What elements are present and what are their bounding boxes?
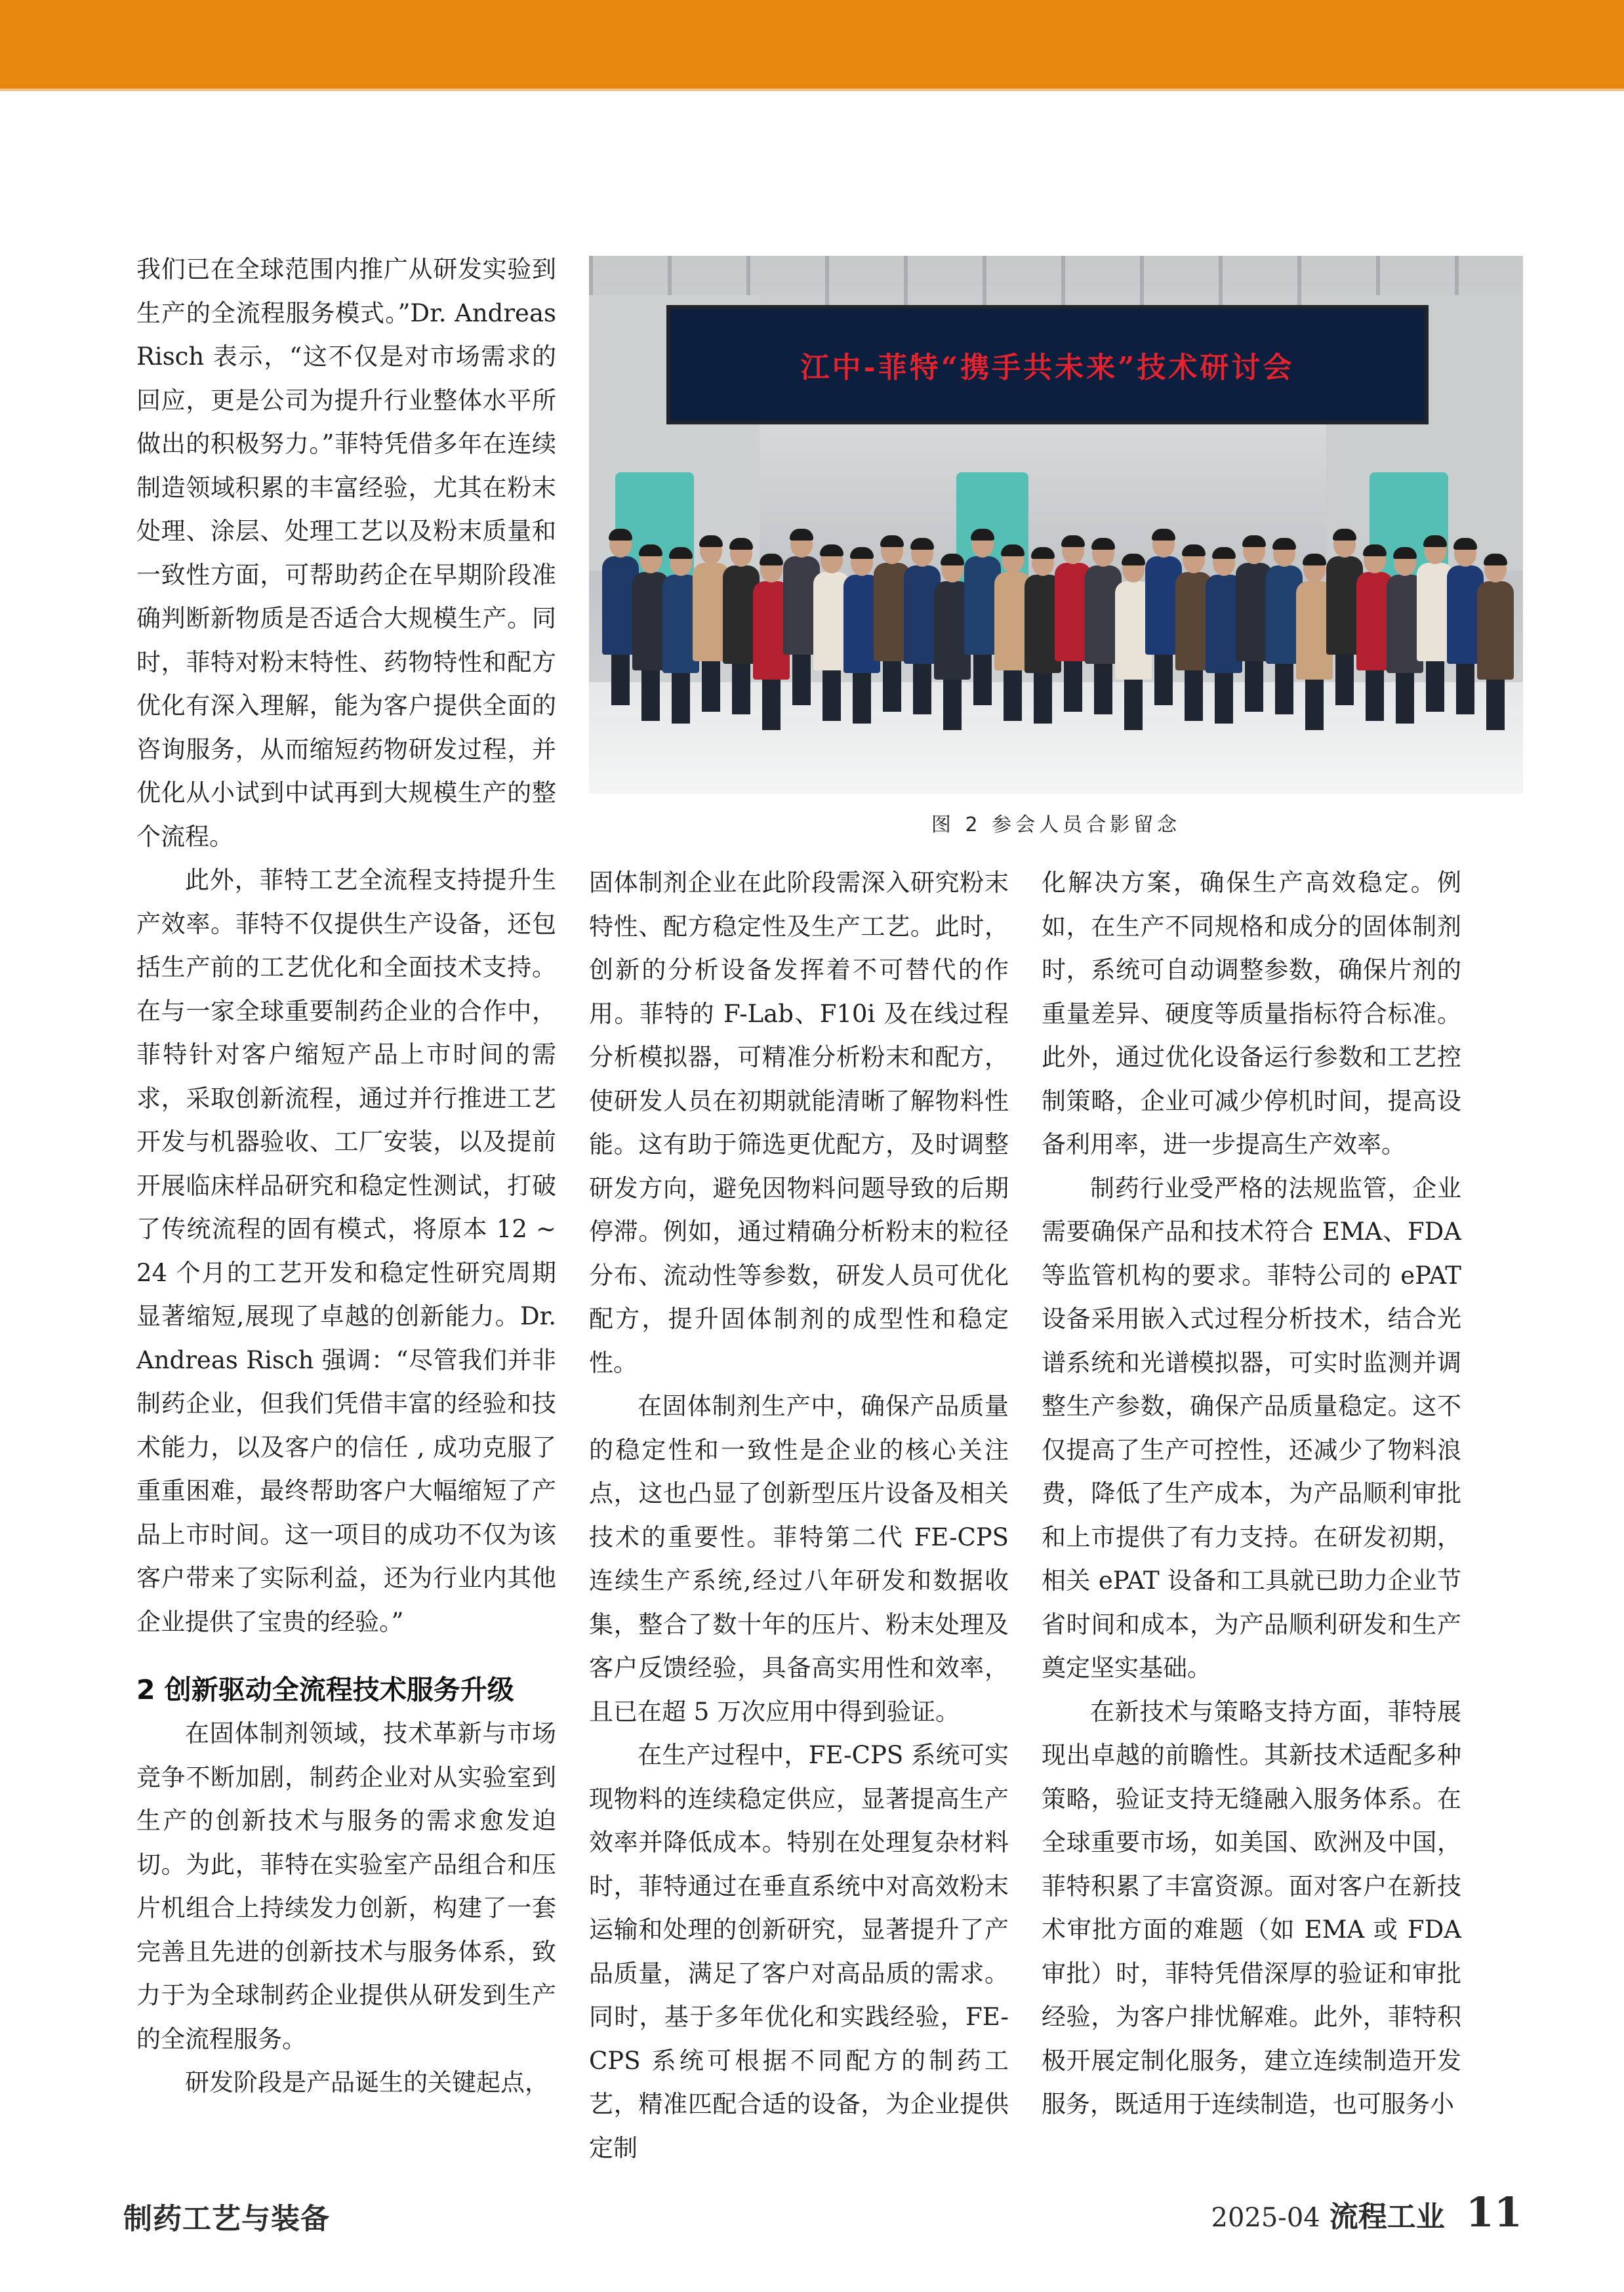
footer-issue: 2025-04: [1211, 2203, 1320, 2233]
footer-issue-info: [1211, 2188, 1523, 2236]
paragraph: 在生产过程中，FE-CPS 系统可实现物料的连续稳定供应，显著提高生产效率并降低成本。特别在处理复杂材料时，菲特通过在垂直系统中对高效粉末运输和处理的创新研究，显著提升了产品质量，满足了客户对高品质的需求。同时，基于多年优化和实践经验，FE-CPS 系统可根据不同配方的制药工艺，精准匹配合适的设备，为企业提供定制: [589, 1741, 1009, 2162]
led-screen-text: 江中-菲特“携手共未来”技术研讨会: [800, 351, 1295, 384]
led-screen: [666, 305, 1429, 424]
article-column-1: [136, 248, 556, 2105]
footer-journal-name: 流程工业: [1329, 2200, 1445, 2234]
paragraph: 固体制剂企业在此阶段需深入研究粉末特性、配方稳定性及生产工艺。此时，创新的分析设备发挥着不可替代的作用。菲特的 F-Lab、F10i 及在线过程分析模拟器，可精准分析粉末和配方，使研发人员在初期就能清晰了解物料性能。这有助于筛选更优配方，及时调整研发方向，避免因物料问题导致的后期停滞。例如，通过精确分析粉末的粒径分布、流动性等参数，研发人员可优化配方，提升固体制剂的成型性和稳定性。: [589, 869, 1009, 1377]
header-bar: [0, 0, 1624, 89]
article-column-3: [1042, 861, 1461, 2127]
paragraph: 化解决方案，确保生产高效稳定。例如，在生产不同规格和成分的固体制剂时，系统可自动调整参数，确保片剂的重量差异、硬度等质量指标符合标准。此外，通过优化设备运行参数和工艺控制策略，企业可减少停机时间，提高设备利用率，进一步提高生产效率。: [1042, 869, 1461, 1158]
section-heading: 2 创新驱动全流程技术服务升级: [136, 1674, 514, 1706]
photo-person: [1477, 556, 1514, 733]
paragraph: 此外，菲特工艺全流程支持提升生产效率。菲特不仅提供生产设备，还包括生产前的工艺优化和全面技术支持。在与一家全球重要制药企业的合作中，菲特针对客户缩短产品上市时间的需求，采取创新流程，通过并行推进工艺开发与机器验收、工厂安装，以及提前开展临床样品研究和稳定性测试，打破了传统流程的固有模式，将原本 12 ~ 24 个月的工艺开发和稳定性研究周期显著缩短,展现了卓越的创新能力。Dr. Andreas Risch 强调：“尽管我们并非制药企业，但我们凭借丰富的经验和技术能力，以及客户的信任 , 成功克服了重重困难，最终帮助客户大幅缩短了产品上市时间。这一项目的成功不仅为该客户带来了实际利益，还为行业内其他企业提供了宝贵的经验。”: [136, 866, 556, 1636]
paragraph: 研发阶段是产品诞生的关键起点，: [185, 2068, 549, 2097]
paragraph: 在固体制剂领域，技术革新与市场竞争不断加剧，制药企业对从实验室到生产的创新技术与服务的需求愈发迫切。为此，菲特在实验室产品组合和压片机组合上持续发力创新，构建了一套完善且先进的创新技术与服务体系，致力于为全球制药企业提供从研发到生产的全流程服务。: [136, 1719, 556, 2053]
paragraph: 我们已在全球范围内推广从研发实验到生产的全流程服务模式。”Dr. Andreas Risch 表示，“这不仅是对市场需求的回应，更是公司为提升行业整体水平所做出的积极努力。”菲特凭借多年在连续制造领域积累的丰富经验，尤其在粉末处理、涂层、处理工艺以及粉末质量和一致性方面，可帮助药企在早期阶段准确判断新物质是否适合大规模生产。同时，菲特对粉末特性、药物特性和配方优化有深入理解，能为客户提供全面的咨询服务，从而缩短药物研发过程，并优化从小试到中试再到大规模生产的整个流程。: [136, 255, 556, 851]
footer-journal-title: 制药工艺与装备: [123, 2202, 330, 2236]
header-divider: [0, 89, 1624, 91]
paragraph: 在新技术与策略支持方面，菲特展现出卓越的前瞻性。其新技术适配多种策略，验证支持无缝融入服务体系。在全球重要市场，如美国、欧洲及中国，菲特积累了丰富资源。面对客户在新技术审批方面的难题（如 EMA 或 FDA 审批）时，菲特凭借深厚的验证和审批经验，为客户排忧解难。此外，菲特积极开展定制化服务，建立连续制造开发服务，既适用于连续制造，也可服务小: [1042, 1697, 1461, 2118]
paragraph: 制药行业受严格的法规监管，企业需要确保产品和技术符合 EMA、FDA 等监管机构的要求。菲特公司的 ePAT 设备采用嵌入式过程分析技术，结合光谱系统和光谱模拟器，可实时监测并调整生产参数，确保产品质量稳定。这不仅提高了生产可控性，还减少了物料浪费，降低了生产成本，为产品顺利审批和上市提供了有力支持。在研发初期，相关 ePAT 设备和工具就已助力企业节省时间和成本，为产品顺利研发和生产奠定坚实基础。: [1042, 1174, 1461, 1682]
group-photo: [589, 256, 1523, 794]
paragraph: 在固体制剂生产中，确保产品质量的稳定性和一致性是企业的核心关注点，这也凸显了创新型压片设备及相关技术的重要性。菲特第二代 FE-CPS 连续生产系统,经过八年研发和数据收集，整合了数十年的压片、粉末处理及客户反馈经验，具备高实用性和效率，且已在超 5 万次应用中得到验证。: [589, 1392, 1009, 1726]
figure-caption: 图 2 参会人员合影留念: [931, 813, 1181, 836]
article-column-2: [589, 861, 1009, 2170]
page-number: 11: [1465, 2188, 1522, 2236]
